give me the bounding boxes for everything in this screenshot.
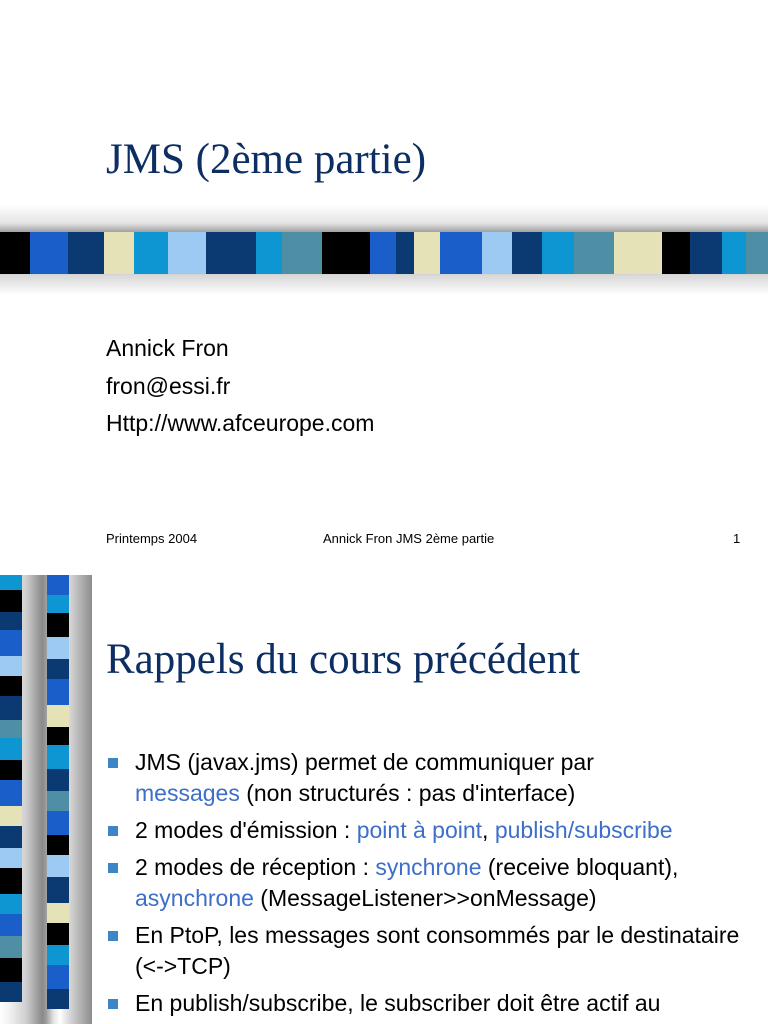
bullet-square-icon bbox=[108, 863, 118, 873]
stripe-block bbox=[542, 232, 574, 274]
stripe-block bbox=[440, 232, 482, 274]
stripe-block bbox=[0, 720, 22, 738]
stripe-block bbox=[0, 982, 22, 1002]
stripe-block bbox=[0, 232, 30, 274]
stripe-block bbox=[47, 903, 69, 923]
stripe-block bbox=[370, 232, 396, 274]
bullet-item: JMS (javax.jms) permet de communiquer par messages (non structurés : pas d'interface) bbox=[108, 747, 758, 809]
stripe-block bbox=[322, 232, 370, 274]
color-stripe bbox=[0, 232, 768, 274]
stripe-block bbox=[574, 232, 614, 274]
stripe-block bbox=[47, 659, 69, 679]
stripe-block bbox=[0, 936, 22, 958]
stripe-block bbox=[0, 760, 22, 780]
stripe-block bbox=[0, 656, 22, 676]
stripe-block bbox=[282, 232, 322, 274]
stripe-block bbox=[0, 780, 22, 806]
stripe-block bbox=[168, 232, 206, 274]
bullet-list bbox=[108, 747, 758, 1024]
stripe-block bbox=[662, 232, 690, 274]
stripe-block bbox=[0, 696, 22, 720]
stripe-block bbox=[0, 868, 22, 894]
stripe-block bbox=[0, 738, 22, 760]
stripe-block bbox=[206, 232, 256, 274]
stripe-block bbox=[47, 727, 69, 745]
stripe-block bbox=[0, 848, 22, 868]
vertical-color-stripe bbox=[0, 575, 22, 1024]
stripe-block bbox=[0, 894, 22, 914]
stripe-block bbox=[47, 989, 69, 1009]
stripe-block bbox=[614, 232, 662, 274]
stripe-block bbox=[0, 590, 22, 612]
slide-title: JMS (2ème partie) bbox=[106, 136, 427, 183]
stripe-block bbox=[47, 835, 69, 855]
stripe-block bbox=[512, 232, 542, 274]
stripe-block bbox=[482, 232, 512, 274]
author-name: Annick Fron bbox=[106, 335, 229, 361]
stripe-block bbox=[0, 958, 22, 982]
stripe-block bbox=[47, 811, 69, 835]
footer-left: Printemps 2004 bbox=[106, 531, 198, 546]
stripe-block bbox=[746, 232, 768, 274]
stripe-block bbox=[0, 914, 22, 936]
author-email: fron@essi.fr bbox=[106, 372, 231, 399]
stripe-block bbox=[47, 595, 69, 613]
stripe-block bbox=[47, 679, 69, 705]
slide-title: Rappels du cours précédent bbox=[106, 636, 581, 683]
stripe-block bbox=[414, 232, 440, 274]
stripe-block bbox=[0, 826, 22, 848]
bullet-square-icon bbox=[108, 931, 118, 941]
stripe-block bbox=[690, 232, 722, 274]
stripe-block bbox=[47, 613, 69, 637]
vertical-color-stripe bbox=[47, 575, 69, 1024]
footer-center: Annick Fron JMS 2ème partie bbox=[323, 531, 495, 546]
stripe-block bbox=[47, 923, 69, 945]
slide-2 bbox=[0, 575, 768, 1024]
bullet-item: 2 modes de réception : synchrone (receive bloquant), asynchrone (MessageListener>>onMessage) bbox=[108, 852, 758, 914]
bullet-square-icon bbox=[108, 999, 118, 1009]
author-website: Http://www.afceurope.com bbox=[106, 410, 375, 436]
author-block bbox=[106, 330, 374, 443]
stripe-block bbox=[0, 612, 22, 630]
stripe-block bbox=[47, 705, 69, 727]
stripe-block bbox=[47, 745, 69, 769]
bullet-item: En PtoP, les messages sont consommés par le destinataire (<->TCP) bbox=[108, 920, 758, 982]
stripe-block bbox=[68, 232, 104, 274]
stripe-block bbox=[256, 232, 282, 274]
stripe-block bbox=[104, 232, 134, 274]
bullet-square-icon bbox=[108, 826, 118, 836]
stripe-block bbox=[0, 806, 22, 826]
stripe-block bbox=[47, 575, 69, 595]
stripe-block bbox=[47, 637, 69, 659]
stripe-block bbox=[47, 769, 69, 791]
stripe-block bbox=[47, 945, 69, 965]
stripe-block bbox=[30, 232, 68, 274]
stripe-block bbox=[47, 855, 69, 877]
footer-page-number: 1 bbox=[733, 531, 741, 546]
stripe-block bbox=[47, 877, 69, 903]
stripe-block bbox=[396, 232, 414, 274]
stripe-block bbox=[134, 232, 168, 274]
stripe-block bbox=[47, 791, 69, 811]
stripe-block bbox=[0, 575, 22, 590]
stripe-block bbox=[722, 232, 746, 274]
stripe-block bbox=[0, 630, 22, 656]
bullet-item: 2 modes d'émission : point à point, publish/subscribe bbox=[108, 815, 758, 846]
bullet-item: En publish/subscribe, le subscriber doit être actif au bbox=[108, 988, 758, 1019]
stripe-block bbox=[47, 965, 69, 989]
bullet-square-icon bbox=[108, 758, 118, 768]
stripe-block bbox=[0, 676, 22, 696]
